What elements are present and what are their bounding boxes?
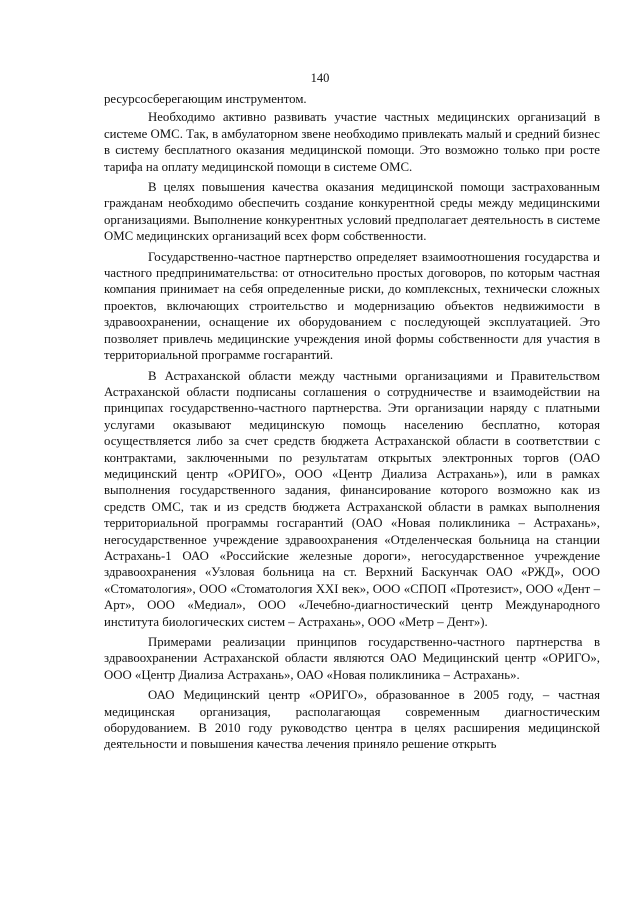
page-number: 140 <box>310 71 330 85</box>
paragraph-competitive-environment: В целях повышения качества оказания медицинской помощи застрахованным гражданам необходимо обеспечить создание конкурентной среды между медицинскими организациями. Выполнение конкурентных условий предполагает деятельность в системе ОМС медицинских организаций всех форм собственности. <box>104 180 600 244</box>
paragraph-private-organizations-oms: Необходимо активно развивать участие частных медицинских организаций в системе ОМС. Так, в амбулаторном звене необходимо привлекать малый и средний бизнес в систему бесплатного оказания медицинской помощи. Это возможно только при росте тарифа на оплату медицинской помощи в системе ОМС. <box>104 110 600 174</box>
paragraph-ppp-examples: Примерами реализации принципов государственно-частного партнерства в здравоохранении Астраханской области являются ОАО Медицинский центр «ОРИГО», ООО «Центр Диализа Астрахань», ОАО «Новая поликлиника – Астрахань». <box>104 635 600 682</box>
paragraph-continuation: ресурсосберегающим инструментом. <box>104 92 307 106</box>
paragraph-public-private-partnership: Государственно-частное партнерство определяет взаимоотношения государства и частного предпринимательства: от относительно простых договоров, по которым частная компания принимает на себя определенные риски, до комплексных, технически сложных проектов, включающих строительство и модернизацию объектов недвижимости в здравоохранении, оснащение их оборудованием с последующей эксплуатацией. Это позволяет привлечь медицинские учреждения иной формы собственности для участия в территориальной программе госгарантий. <box>104 249 600 363</box>
paragraph-astrakhan-agreements: В Астраханской области между частными организациями и Правительством Астраханской области подписаны соглашения о сотрудничестве и взаимодействии на принципах государственно-частного партнерства. Эти организации наряду с платными услугами оказывают медицинскую помощь населению бесплатно, которая осуществляется либо за счет средств бюджета Астраханской области в соответствии с контрактами, заключенными по результатам открытых электронных торгов (ОАО медицинский центр «ОРИГО», ООО «Центр Диализа Астрахань»), или в рамках выполнения государственного задания, финансирование которого возможно как из средств ОМС, так и из средств бюджета Астраханской области в рамках выполнения территориальной программы госгарантий (ОАО «Новая поликлиника – Астрахань», негосударственное учреждение здравоохранения «Отделенческая больница на станции Астрахань-1 ОАО «Российские железные дороги», негосударственное учреждение здравоохранения «Узловая больница на ст. Верхний Баскунчак ОАО «РЖД», ООО «Стоматология», ООО «Стоматология XXI век», ООО «СПОП «Протезист», ООО «Дент – Арт», ООО «Медиал», ООО «Лечебно-диагностический центр Международного института биологических систем – Астрахань», ООО «Метр – Дент»). <box>104 368 600 629</box>
paragraph-origo-center: ОАО Медицинский центр «ОРИГО», образованное в 2005 году, – частная медицинская организация, располагающая современным диагностическим оборудованием. В 2010 году руководство центра в целях расширения медицинской деятельности и повышения качества лечения приняло решение открыть <box>104 688 600 752</box>
text-body <box>104 91 600 753</box>
